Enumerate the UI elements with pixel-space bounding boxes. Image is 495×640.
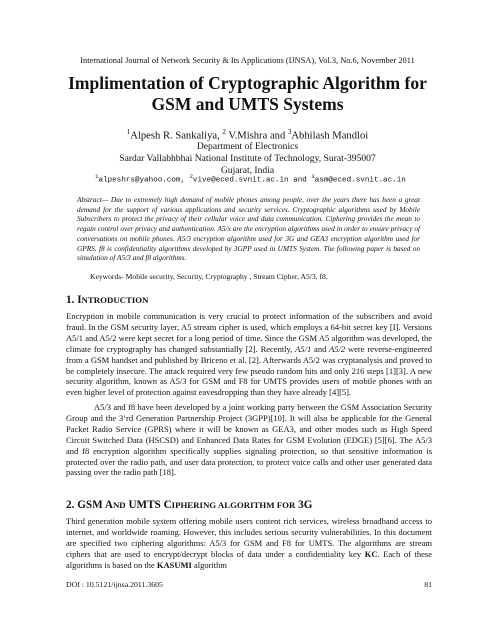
author-2-mark: 2 [222, 128, 226, 136]
paper-title [40, 73, 455, 115]
email-1: alpeshrs@yahoo.com, [98, 176, 190, 185]
author-1: Alpesh R. Sankaliya, [130, 130, 223, 142]
abstract: Abstract— Due to extremely high demand of mobile phones among people, over the years there has been a great demand for the support of various applications and security services. Cryptographic algorithms used by Mobile Subscribers to protect the privacy of their cellular voice and data communication. Ciphering provides the mean to regain control over privacy and authentication. A5/x are the encryption algorithms used in order to ensure privacy of conversations on mobile phones. A5/3 encryption algorithm used for 3G and GEA3 encryption algorithm used for GPRS. f8 is confidentiality algorithms developed by 3GPP used in UMTS System. The following paper is based on simulation of A5/3 and f8 algorithms. [77, 195, 420, 263]
email-2: vive@eced.svnit.ac.in and [192, 176, 312, 185]
keywords: Keywords- Mobile security, Security, Cryptography , Stream Cipher, A5/3, f8. [90, 272, 328, 281]
affiliation-department: Department of Electronics [196, 141, 299, 152]
author-3: Abhilash Mandloi [291, 130, 369, 142]
email-2-mark: 2 [189, 173, 193, 180]
affiliation-institute: Sardar Vallabhbhai National Institute of Technology, Surat-395007 [119, 153, 376, 165]
author-2: V.Mishra and [225, 130, 288, 142]
section-2-heading: 2. GSM AND UMTS CIPHERING ALGORITHM FOR 3G [66, 499, 313, 511]
section-1-heading: 1. INTRODUCTION [66, 294, 149, 306]
doi: DOI : 10.5121/ijnsa.2011.3605 [66, 580, 163, 589]
affiliation-place: Gujarat, India [220, 165, 275, 177]
section-1-paragraph-2: A5/3 and f8 have been developed by a joint working party between the GSM Association Security Group and the 3’rd Generation Partnership Project (3GPP)[10]. It will also be applicable for the General Packet Radio Service (GPRS) where it will be known as GEA3, and other modes such as High Speed Circuit Switched Data (HSCSD) and Enhanced Data Rates for GSM Evolution (EDGE) [5][6]. The A5/3 and f8 encryption algorithm specifically supplies signaling protection, so that sensitive information is protected over the radio path, and user data protection, to protect voice calls and other user generated data passing over the radio path [18]. [66, 402, 432, 478]
email-3-mark: 3 [311, 173, 315, 180]
journal-header: International Journal of Network Security & Its Applications (IJNSA), Vol.3, No.6, November 2011 [80, 56, 415, 65]
email-3: asm@eced.svnit.ac.in [314, 176, 406, 185]
title-line-2: GSM and UMTS Systems [151, 94, 344, 114]
page-number: 81 [424, 580, 432, 589]
page-footer [66, 580, 432, 589]
author-1-mark: 1 [126, 128, 131, 136]
author-3-mark: 3 [287, 128, 292, 136]
author-emails [38, 173, 463, 185]
title-line-1: Implimentation of Cryptographic Algorithm for [68, 73, 427, 93]
email-1-mark: 1 [95, 173, 99, 180]
section-2-paragraph-1: Third generation mobile system offering mobile users content rich services, wireless broadband access to internet, and worldwide roaming. However, this includes serious security vulnerabilities. In this document are specified two ciphering algorithms: A5/3 for GSM and F8 for UMTS. The algorithms are stream ciphers that are used to encrypt/decrypt blocks of data under a confidentiality key KC. Each of these algorithms is based on the KASUMI algorithm [66, 516, 432, 570]
section-1-paragraph-1: Encryption in mobile communication is very crucial to protect information of the subscribers and avoid fraud. In the GSM security layer, A5 stream cipher is used, which employs a 64-bit secret key [I]. Versions A5/1 and A5/2 were kept secret for a long period of time. Since the GSM A5 algorithm was developed, the climate for cryptography has changed substantially [2]. Recently, A5/1 and A5/2 were reverse-engineered from a GSM handset and published by Briceno et al. [2]. Afterwards A5/2 was cryptanalysis and proved to be completely insecure. The attack required very few pseudo random hits and only 216 steps [1][3]. A new security algorithm, known as A5/3 for GSM and F8 for UMTS provides users of mobile phones with an even higher level of protection against eavesdropping than they have already [4][5]. [66, 311, 432, 398]
